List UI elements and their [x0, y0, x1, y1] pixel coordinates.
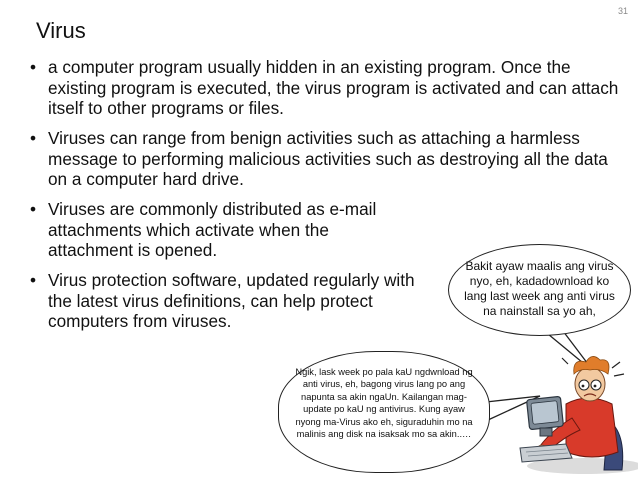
- speech-bubble-top: [448, 244, 631, 336]
- speech-bubble-bottom: [278, 351, 490, 473]
- speech-bubble-bottom-text: Ngik, lask week po pala kaU ngdwnload ng anti virus, eh, bagong virus lang po ang napunta sa akin ngaUn. Kailangan mag-update po kaU ng antivirus. Kung ayaw nyong ma-Virus ako eh, siguraduhin mo na malinis ang disk na isaksak mo sa akin..…: [295, 367, 473, 440]
- bullet-marker: •: [30, 199, 37, 219]
- glasses-right: [591, 380, 601, 390]
- monitor-stand: [540, 428, 552, 436]
- bullet-text: Viruses can range from benign activities such as attaching a harmless message to performing malicious activities such as destroying all the data on a computer hard drive.: [48, 128, 608, 190]
- bullet-text: a computer program usually hidden in an existing program. Once the existing program is executed, the virus program is activated and can attach itself to other programs or files.: [48, 57, 619, 119]
- bullet-marker: •: [30, 128, 37, 148]
- page-number: 31: [617, 6, 628, 16]
- slide-title: Virus: [36, 18, 86, 43]
- glasses-left: [579, 380, 589, 390]
- monitor-screen: [531, 401, 559, 425]
- speech-bubble-top-text: Bakit ayaw maalis ang virus nyo, eh, kadadownload ko lang last week ang anti virus na nainstall sa yo ah,: [464, 259, 615, 318]
- bullet-marker: •: [30, 270, 37, 290]
- frustrated-man-at-computer-cartoon: [520, 356, 638, 474]
- bullet-text: Virus protection software, updated regularly with the latest virus definitions, can help protect computers from viruses.: [48, 270, 415, 332]
- bullet-text: Viruses are commonly distributed as e-mail attachments which activate when the attachment is opened.: [48, 199, 377, 261]
- bullet-marker: •: [30, 57, 37, 77]
